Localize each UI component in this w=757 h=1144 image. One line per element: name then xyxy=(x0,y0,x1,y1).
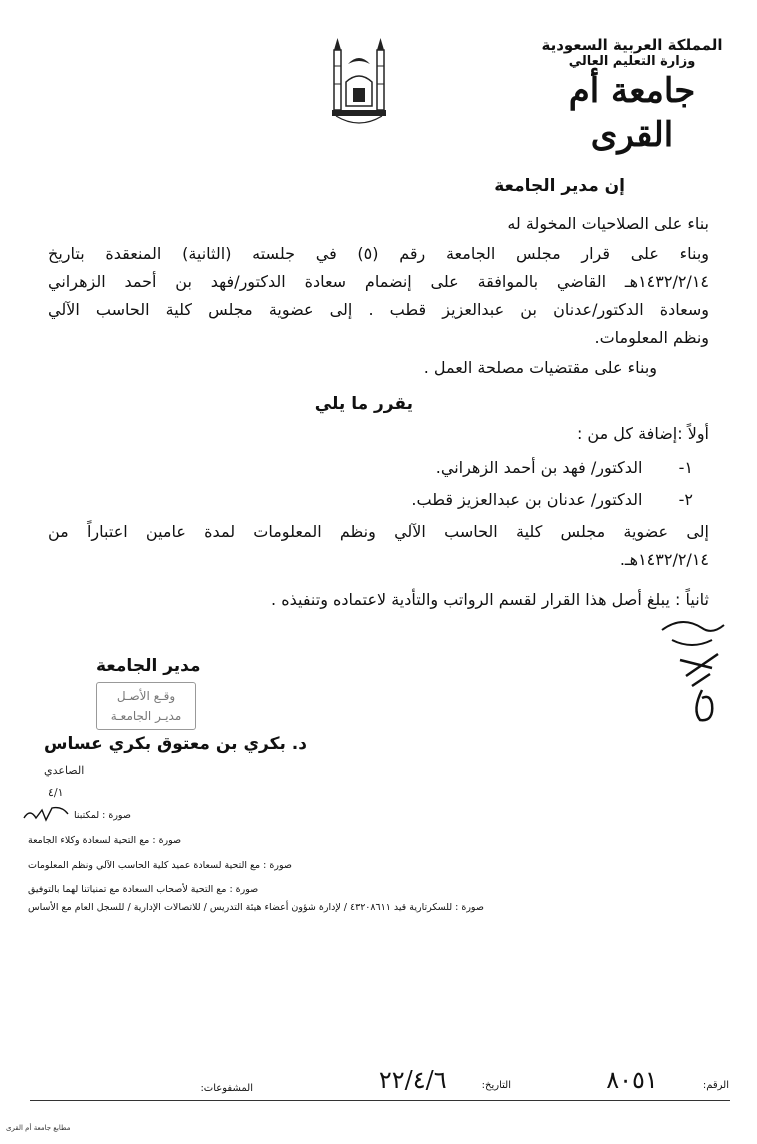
second-clause: ثانياً : يبلغ أصل هذا القرار لقسم الرواتب والتأدية لاعتماده وتنفيذه . xyxy=(271,590,709,609)
footer-divider xyxy=(30,1100,730,1101)
copy-line: صورة : للسكرتارية قيد ٤٣٢٠٨٦١١ / لإدارة شؤون أعضاء هيئة التدريس / للاتصالات الإدارية / للسجل العام مع الأساس xyxy=(28,902,484,913)
handwritten-ref: ٤/١ xyxy=(48,786,64,799)
membership-line2: ١٤٣٢/٢/١٤هـ. xyxy=(619,550,709,569)
para-work-interest: وبناء على مقتضيات مصلحة العمل . xyxy=(423,358,657,377)
copy-line: صورة : مع التحية لأصحاب السعادة مع تمنياتنا لهما بالتوفيق xyxy=(28,884,259,895)
printer-credit: مطابع جامعة أم القرى xyxy=(6,1124,71,1132)
kingdom-name: المملكة العربية السعودية xyxy=(541,36,723,54)
stamp-line2: مديـر الجامعـة xyxy=(110,709,182,723)
first-intro: أولاً :إضافة كل من : xyxy=(576,424,709,443)
member-name: الدكتور/ عدنان بن عبدالعزيز قطب. xyxy=(411,490,643,509)
handwritten-note: الصاعدي xyxy=(44,764,85,777)
date-label: التاريخ: xyxy=(481,1080,511,1091)
copy-line: صورة : مع التحية لسعادة وكلاء الجامعة xyxy=(28,835,182,846)
handwritten-initials-icon xyxy=(652,610,732,730)
member-number: ١- xyxy=(678,458,693,477)
attachments-field xyxy=(200,1076,253,1095)
copy-line: صورة : لمكتبنا xyxy=(74,810,131,821)
letterhead xyxy=(537,36,727,157)
membership-line1: إلى عضوية مجلس كلية الحاسب الآلي ونظم المعلومات لمدة عامين اعتباراً من xyxy=(48,522,709,541)
member-number: ٢- xyxy=(678,490,693,509)
date-value: ٢٢/٤/٦ xyxy=(378,1066,447,1094)
date-field xyxy=(379,1066,511,1094)
para-council-line4: ونظم المعلومات. xyxy=(594,328,709,347)
signature-title: مدير الجامعة xyxy=(96,656,201,676)
member-1 xyxy=(436,458,693,477)
university-logo-icon xyxy=(330,36,388,130)
handwritten-scribble-icon xyxy=(22,804,72,826)
decision-heading: يقرر ما يلي xyxy=(314,394,413,414)
ministry-name: وزارة التعليم العالي xyxy=(568,54,696,69)
member-name: الدكتور/ فهد بن أحمد الزهراني. xyxy=(435,458,643,477)
original-signed-stamp xyxy=(96,682,196,730)
number-label: الرقم: xyxy=(702,1080,729,1091)
member-2 xyxy=(411,490,693,509)
stamp-line1: وقـع الأصـل xyxy=(116,689,176,703)
attachments-label: المشفوعات: xyxy=(200,1083,253,1094)
copy-line: صورة : مع التحية لسعادة عميد كلية الحاسب الآلي ونظم المعلومات xyxy=(28,860,292,871)
number-value: ٨٠٥١ xyxy=(606,1066,658,1094)
number-field xyxy=(606,1066,729,1094)
para-council-line2: ١٤٣٢/٢/١٤هـ القاضي بالموافقة على إنضمام سعادة الدكتور/فهد بن أحمد الزهراني xyxy=(48,272,709,291)
para-council-line3: وسعادة الدكتور/عدنان بن عبدالعزيز قطب . إلى عضوية مجلس كلية الحاسب الآلي xyxy=(48,300,709,319)
university-name: جامعة أم القرى xyxy=(568,71,696,155)
para-authority: بناء على الصلاحيات المخولة له xyxy=(507,214,709,233)
signer-name: د. بكري بن معتوق بكري عساس xyxy=(44,734,307,754)
addressee: إن مدير الجامعة xyxy=(494,176,625,196)
para-council-line1: وبناء على قرار مجلس الجامعة رقم (٥) في جلسته (الثانية) المنعقدة بتاريخ xyxy=(48,244,710,263)
